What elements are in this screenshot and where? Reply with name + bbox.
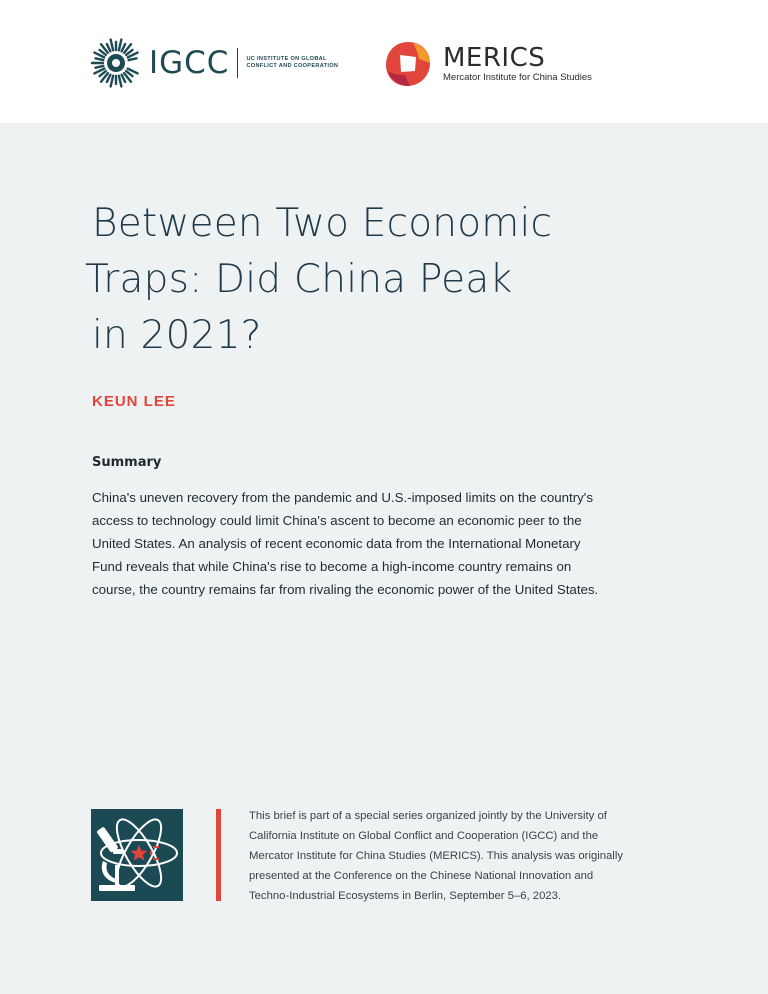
series-note-line: This brief is part of a special series organized jointly by the University of: [249, 810, 607, 822]
merics-logo: [383, 38, 592, 90]
title-line-3: in 2021?: [92, 313, 262, 358]
igcc-subtitle-line-2: CONFLICT AND COOPERATION: [246, 63, 339, 69]
igcc-wordmark: IGCC: [149, 45, 230, 81]
accent-divider-bar: [216, 809, 221, 901]
summary-heading: Summary: [92, 455, 162, 470]
series-note-line: presented at the Conference on the Chinese National Innovation and: [249, 870, 594, 882]
igcc-ray: [111, 40, 113, 51]
igcc-ray: [96, 66, 104, 68]
title-line-1: Between Two Economic: [92, 201, 553, 246]
igcc-ray: [107, 75, 110, 82]
series-note-line: Techno-Industrial Ecosystems in Berlin, September 5–6, 2023.: [249, 890, 562, 902]
summary-paragraph: [92, 486, 652, 601]
igcc-ray: [111, 76, 113, 87]
series-note-line: California Institute on Global Conflict and Cooperation (IGCC) and the: [249, 830, 599, 842]
header-bar: [0, 0, 768, 123]
igcc-ray: [119, 76, 121, 87]
igcc-ray: [122, 44, 125, 51]
merics-subtitle: Mercator Institute for China Studies: [443, 72, 592, 83]
igcc-radial-logo-icon: [90, 37, 142, 89]
microscope-atom-star-icon: [91, 809, 183, 901]
summary-line: course, the country remains far from rivaling the economic power of the United States.: [92, 582, 599, 597]
author-name: KEUN LEE: [92, 393, 176, 410]
series-note: [249, 806, 669, 906]
document-title: [85, 196, 645, 364]
merics-wordmark: MERICS: [443, 43, 546, 73]
series-note-line: Mercator Institute for China Studies (MERICS). This analysis was originally: [249, 850, 623, 862]
igcc-ray: [96, 58, 104, 60]
igcc-logo: [90, 37, 342, 89]
igcc-divider: [237, 48, 238, 78]
summary-line: Fund reveals that while China's rise to become a high-income country remains on: [92, 559, 572, 574]
title-line-2: Traps: Did China Peak: [85, 257, 513, 302]
merics-logo-icon: [383, 39, 433, 89]
igcc-ray: [107, 44, 110, 51]
igcc-ray: [122, 75, 125, 82]
igcc-subtitle: [246, 56, 342, 70]
summary-line: China's uneven recovery from the pandemic and U.S.-imposed limits on the country's: [92, 490, 593, 505]
igcc-subtitle-line-1: UC INSTITUTE ON GLOBAL: [246, 56, 327, 62]
series-icon-graphic: [91, 809, 183, 901]
igcc-ray: [129, 58, 137, 60]
summary-line: United States. An analysis of recent economic data from the International Monetary: [92, 536, 581, 551]
igcc-ray: [119, 40, 121, 51]
summary-line: access to technology could limit China's ascent to become an economic peer to the: [92, 513, 582, 528]
merics-text: [443, 44, 592, 84]
